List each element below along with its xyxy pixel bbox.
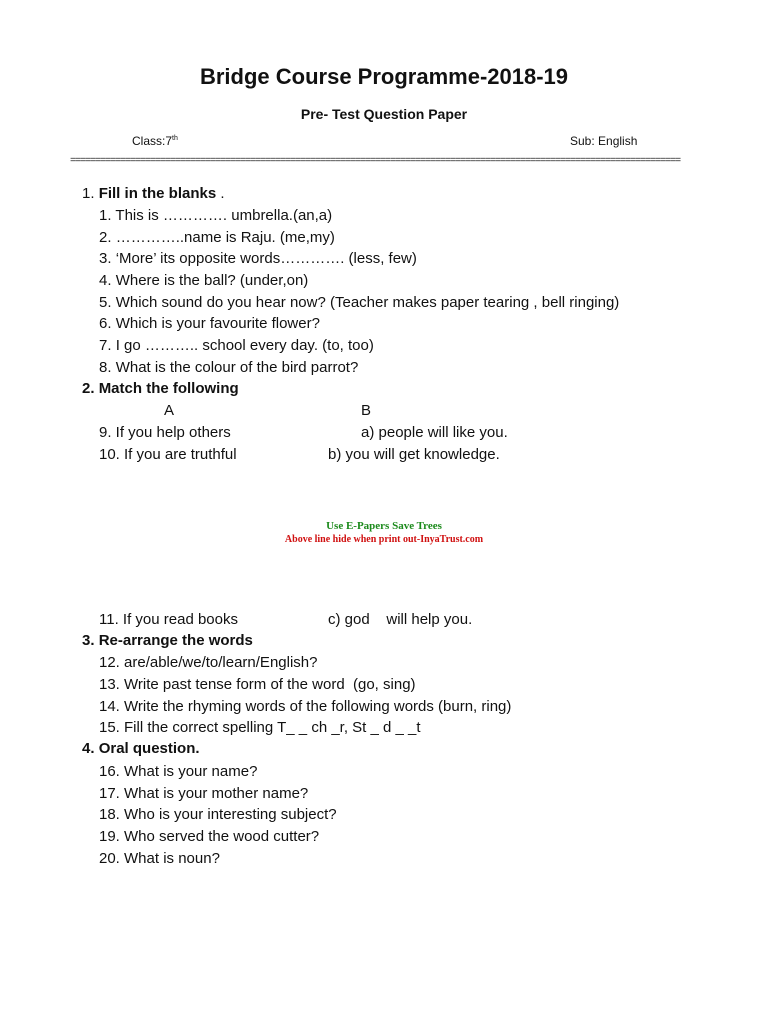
question-item: 12. are/able/we/to/learn/English?	[99, 654, 318, 671]
question-text: …………..name is Raju. (me,my)	[115, 229, 335, 246]
question-item: 14. Write the rhyming words of the following words (burn, ring)	[99, 698, 512, 715]
question-item	[99, 359, 358, 376]
section-4-title: Oral question.	[98, 740, 200, 757]
separator-rule: ==========================================================================================================================	[70, 156, 681, 167]
question-number: 1.	[99, 207, 112, 224]
class-label	[132, 134, 178, 148]
question-text: ‘More’ its opposite words…………. (less, few)	[115, 250, 417, 267]
question-number: 2.	[99, 229, 112, 246]
watermark-line-2: Above line hide when print out-InyaTrust.com	[284, 534, 484, 545]
match-right-item: c) god will help you.	[328, 611, 473, 628]
page-subtitle: Pre- Test Question Paper	[300, 106, 468, 122]
question-text: Where is the ball? (under,on)	[115, 272, 309, 289]
question-number: 7.	[99, 337, 112, 354]
question-item: 16. What is your name?	[99, 763, 258, 780]
question-item	[99, 207, 332, 224]
section-3-heading	[82, 632, 253, 649]
section-2-heading	[82, 380, 239, 397]
section-3-title: Re-arrange the words	[98, 632, 253, 649]
question-item: 18. Who is your interesting subject?	[99, 806, 337, 823]
section-2-title: Match the following	[98, 380, 239, 397]
question-item: 19. Who served the wood cutter?	[99, 828, 320, 845]
question-text: I go ……….. school every day. (to, too)	[115, 337, 374, 354]
section-2-number: 2.	[82, 380, 95, 397]
question-text: This is …………. umbrella.(an,a)	[115, 207, 333, 224]
section-3-number: 3.	[82, 632, 95, 649]
section-1-number: 1.	[82, 185, 95, 202]
question-number: 3.	[99, 250, 112, 267]
section-1-title: Fill in the blanks	[98, 185, 217, 202]
match-left-item: 9. If you help others	[99, 424, 231, 441]
question-item: 17. What is your mother name?	[99, 785, 309, 802]
match-right-item: b) you will get knowledge.	[328, 446, 500, 463]
section-4-number: 4.	[82, 740, 95, 757]
match-column-a-header: A	[164, 402, 175, 419]
question-text: Which sound do you hear now? (Teacher makes paper tearing , bell ringing)	[115, 294, 620, 311]
section-4-heading	[82, 740, 200, 757]
question-text: Which is your favourite flower?	[115, 315, 320, 332]
match-left-item: 10. If you are truthful	[99, 446, 237, 463]
section-1-title-suffix: .	[216, 185, 225, 202]
question-item	[99, 294, 619, 311]
question-item	[99, 272, 308, 289]
question-number: 4.	[99, 272, 112, 289]
question-text: What is the colour of the bird parrot?	[115, 359, 359, 376]
question-item	[99, 337, 374, 354]
question-item	[99, 250, 417, 267]
section-1-heading	[82, 185, 225, 202]
class-superscript: th	[172, 135, 178, 142]
question-item: 13. Write past tense form of the word (go, sing)	[99, 676, 416, 693]
match-right-item: a) people will like you.	[361, 424, 508, 441]
watermark-line-1: Use E-Papers Save Trees	[326, 520, 442, 532]
question-number: 8.	[99, 359, 112, 376]
question-item: 20. What is noun?	[99, 850, 220, 867]
question-number: 6.	[99, 315, 112, 332]
question-item: 15. Fill the correct spelling T_ _ ch _r, St _ d _ _t	[99, 719, 421, 736]
question-number: 5.	[99, 294, 112, 311]
match-column-b-header: B	[361, 402, 372, 419]
class-text: Class:7	[132, 134, 173, 148]
page-title: Bridge Course Programme-2018-19	[199, 64, 569, 89]
match-left-item: 11. If you read books	[99, 611, 238, 628]
question-item	[99, 229, 335, 246]
question-item	[99, 315, 320, 332]
subject-label: Sub: English	[570, 134, 638, 148]
